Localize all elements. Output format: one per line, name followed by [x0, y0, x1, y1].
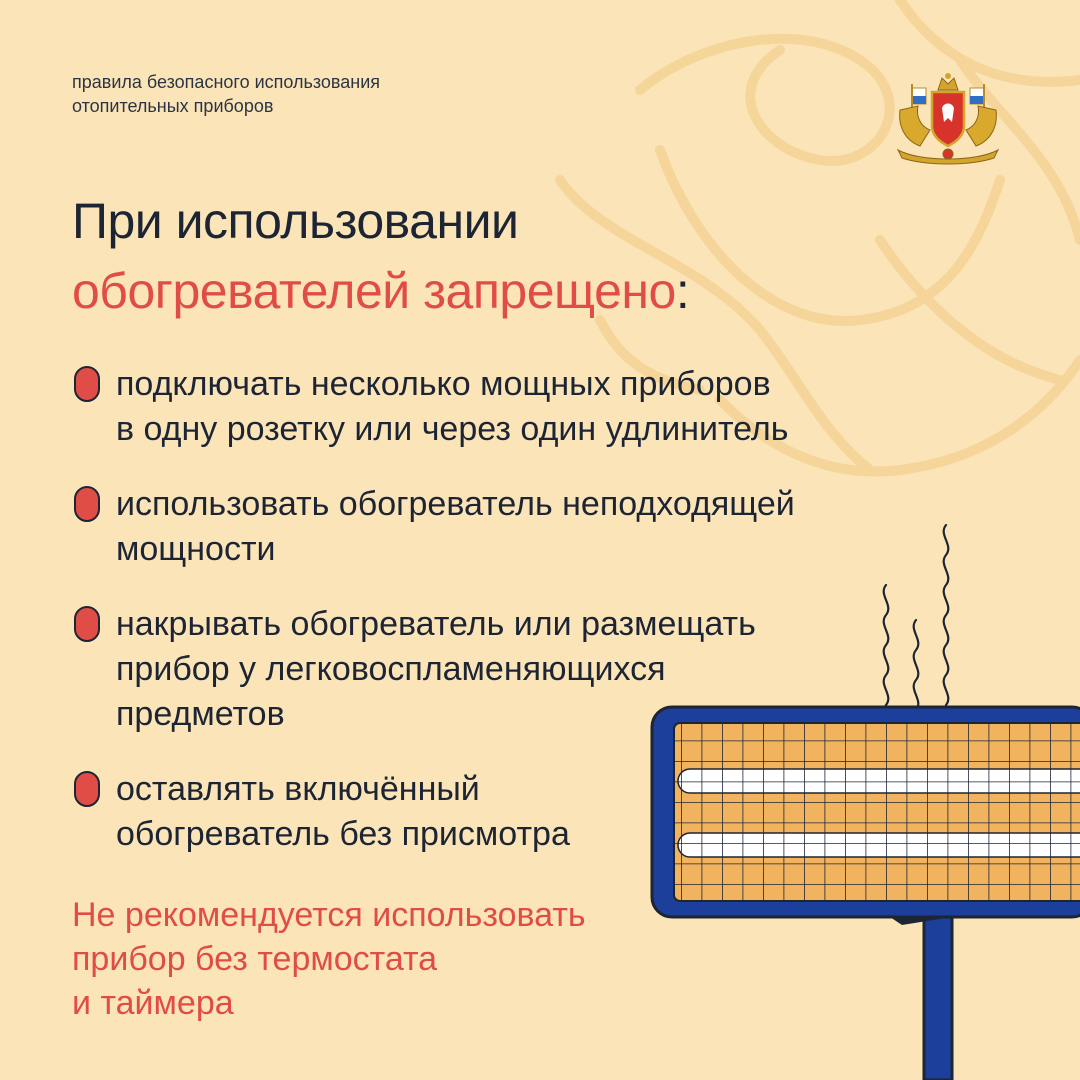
- title-line-1: При использовании: [72, 193, 519, 249]
- list-item: [72, 362, 892, 452]
- note-line: и таймера: [72, 984, 234, 1022]
- coat-of-arms-emblem: [890, 70, 1006, 166]
- heat-waves: [884, 525, 949, 735]
- list-item-line: в одну розетку или через один удлинитель: [116, 410, 789, 448]
- subtitle-line: отопительных приборов: [72, 96, 274, 116]
- rounded-pill-bullet-icon: [74, 366, 100, 402]
- list-item-line: накрывать обогреватель или размещать: [116, 605, 756, 643]
- list-item-text: [116, 362, 892, 452]
- subtitle: [72, 70, 380, 118]
- list-item-line: обогреватель без присмотра: [116, 815, 570, 853]
- list-item-line: прибор у легковоспламеняющихся: [116, 650, 666, 688]
- infrared-heater-illustration: [640, 515, 1080, 1080]
- subtitle-line: правила безопасного использования: [72, 72, 381, 92]
- title-colon: :: [675, 263, 690, 319]
- rounded-pill-bullet-icon: [74, 771, 100, 807]
- list-item-line: использовать обогреватель неподходящей: [116, 485, 795, 523]
- list-item-line: предметов: [116, 695, 285, 733]
- recommendation-note: [72, 893, 586, 1025]
- page-title: [72, 186, 689, 326]
- list-item-line: оставлять включённый: [116, 770, 480, 808]
- title-line-2: [72, 256, 689, 326]
- note-line: Не рекомендуется использовать: [72, 896, 586, 934]
- rounded-pill-bullet-icon: [74, 486, 100, 522]
- rounded-pill-bullet-icon: [74, 606, 100, 642]
- title-accent: обогревателей запрещено: [72, 263, 676, 319]
- list-item-line: подключать несколько мощных приборов: [116, 365, 771, 403]
- list-item-line: мощности: [116, 530, 276, 568]
- note-line: прибор без термостата: [72, 940, 438, 978]
